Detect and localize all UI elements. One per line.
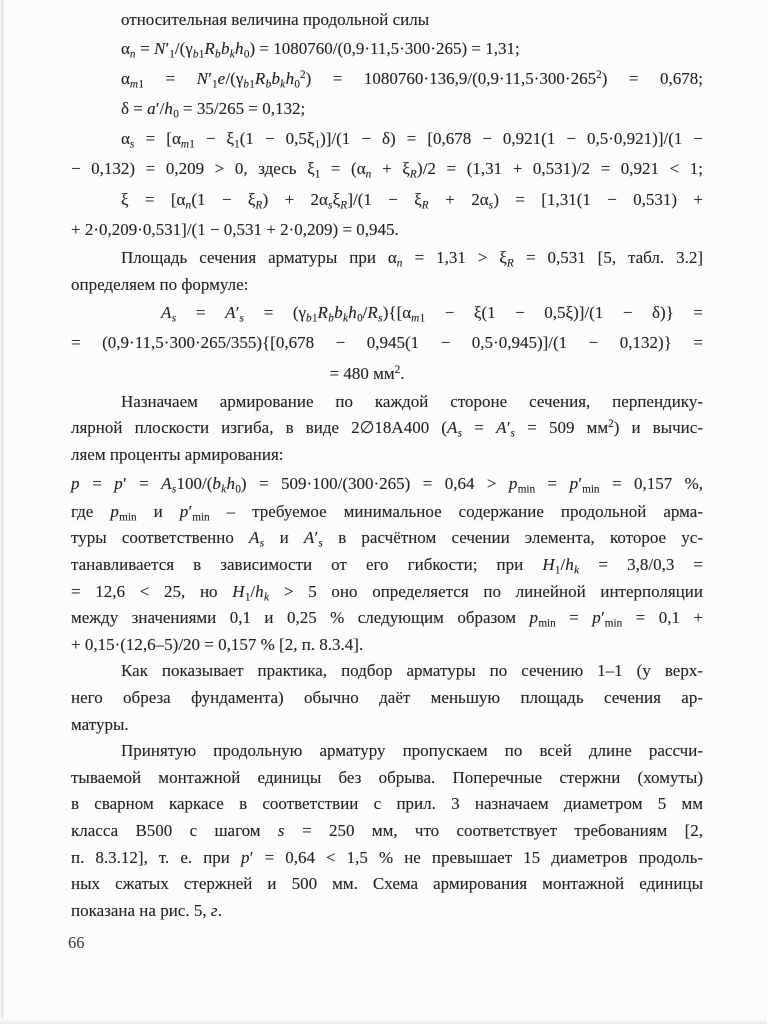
text-line-21: = 12,6 < 25, но $H_1/h_k > 5$ оно определяется по линейной интерполяции xyxy=(71,581,703,603)
text-line-20: танавливается в зависимости от его гибкости; при $H_1/h_k = 3,8/0,3$ = xyxy=(71,554,703,577)
text-line-10: определяем по формуле: xyxy=(71,274,249,294)
text-line-11: $A_s = A'_s = (\gamma_{b1}R_bb_kh_0/R_s)\{[\alpha_{m1} - \xi(1 - 0,5\xi)]/(1 - \delta)\}$ = xyxy=(161,303,703,325)
text-line-18: где $p_{min}$ и $p'_{min}$ – требуемое минимальное содержание продольной арма- xyxy=(71,501,704,524)
text-line-31: п. 8.3.12], т. е. при p′ = 0,64 < 1,5 % не превышает 15 диаметров продоль- xyxy=(71,847,703,867)
text-line-7: $\xi = [\alpha_n(1 - \xi_R) + 2\alpha_s\xi_R]/(1 - \xi_R + 2\alpha_s) = [1,31(1 - 0,531)$ + xyxy=(121,189,704,211)
text-line-6: − 0,132) = 0,209 > 0, здесь $\xi_1 = (\alpha_n + \xi_R)/2 = (1,31 + 0,531)/2 = 0,921 < 1$; xyxy=(71,159,703,181)
text-line-29: в сварном каркасе в соответствии с прил. 3 назначаем диаметром 5 мм xyxy=(71,794,703,814)
text-line-32: ных сжатых стержней и 500 мм. Схема армирования монтажной единицы xyxy=(71,874,703,894)
text-line-26: матуры. xyxy=(71,714,129,734)
text-line-27: Принятую продольную арматуру пропускаем по всей длине рассчи- xyxy=(121,741,703,761)
text-line-33: показана на рис. 5, г. xyxy=(71,900,223,920)
text-line-28: тываемой монтажной единицы без обрыва. Поперечные стержни (хомуты) xyxy=(71,767,703,787)
text-line-16: ляем проценты армирования: xyxy=(71,445,284,464)
text-line-8: + 2·0,209·0,531]/(1 − 0,531 + 2·0,209) = 0,945. xyxy=(71,219,399,239)
text-line-24: Как показывает практика, подбор арматуры по сечению 1–1 (у верх- xyxy=(121,661,703,681)
text-line-5: $\alpha_s = [\alpha_{m1} - \xi_1(1 - 0,5\xi_1)]/(1 - \delta) = [0,678 - 0,921(1 - 0,5\cdot 0,921)]/(1$ − xyxy=(121,129,704,151)
text-line-25: него обреза фундамента) обычно даёт меньшую площадь сечения ар- xyxy=(71,687,703,707)
text-line-22: между значениями 0,1 и 0,25 % следующим образом $p_{min} = p'_{min} = 0,1$ + xyxy=(71,608,703,630)
text-line-13: = 480 $мм^2$. xyxy=(329,363,405,383)
text-line-14: Назначаем армирование по каждой стороне сечения, перпендику- xyxy=(121,391,703,411)
text-line-4: $\delta = a'/h_0 = 35/265 = 0,132$; xyxy=(121,99,306,121)
text-line-9: Площадь сечения арматуры при $\alpha_n = 1,31 > \xi_R = 0,531$ [5, табл. 3.2] xyxy=(121,248,703,270)
text-line-17: $p = p' = A_s100/(b_kh_0) = 509\cdot 100/(300\cdot 265) = 0,64 > p_{min} = p'_{min} = 0,157$ %, xyxy=(71,473,704,495)
page-number: 66 xyxy=(68,933,85,952)
text-line-2: $\alpha_n = N'_1/(\gamma_{b1}R_bb_kh_0) = 1080760/(0,9\cdot 11,5\cdot 300\cdot 265) = 1,31$; xyxy=(121,38,520,60)
text-line-19: туры соответственно $A_s$ и $A'_s$ в расчётном сечении элемента, которое ус- xyxy=(71,528,703,550)
text-line-3: $\alpha_{m1} = N'_1e/(\gamma_{b1}R_bb_kh_0^2) = 1080760\cdot 136,9/(0,9\cdot 11,5\cdot 300\cdot 265^2) = 0,678$; xyxy=(121,68,703,91)
page-text xyxy=(71,7,703,924)
text-line-1: относительная величина продольной силы xyxy=(121,10,430,29)
text-line-30: класса В500 с шагом s = 250 мм, что соответствует требованиям [2, xyxy=(71,820,703,840)
text-line-15: лярной плоскости изгиба, в виде 2∅18А400 ($A_s = A'_s = 509$ $мм^2$) и вычис- xyxy=(71,418,703,440)
text-line-12: = (0,9·11,5·300·265/355){[0,678 − 0,945(1 − 0,5·0,945)]/(1 − 0,132)} = xyxy=(71,333,703,353)
text-line-23: + 0,15·(12,6–5)/20 = 0,157 % [2, п. 8.3.4]. xyxy=(71,634,364,654)
